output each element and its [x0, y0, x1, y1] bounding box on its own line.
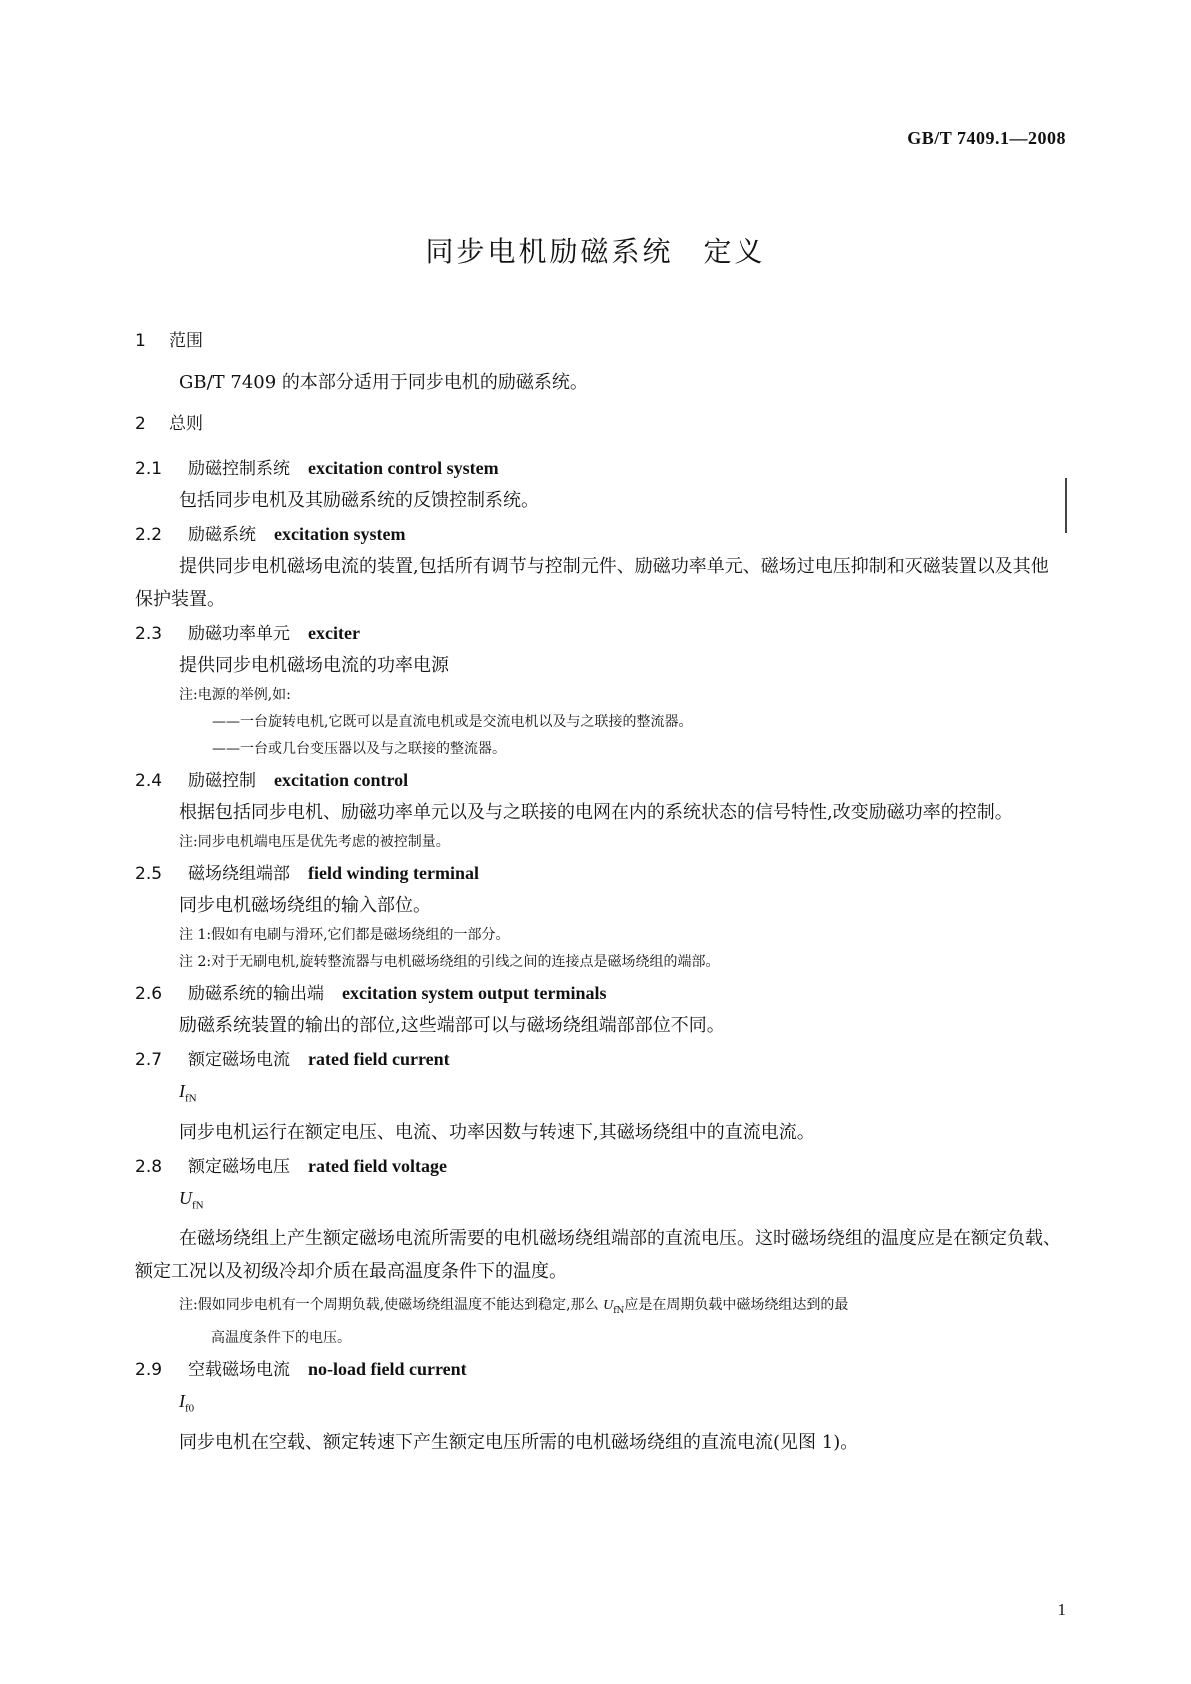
term-definition: 提供同步电机磁场电流的装置,包括所有调节与控制元件、励磁功率单元、磁场过电压抑制和灭磁装置以及其他保护装置。 — [135, 556, 1049, 610]
term-heading: 2.1 励磁控制系统 excitation control system — [135, 458, 499, 479]
term-heading: 2.7 额定磁场电流 rated field current — [135, 1049, 450, 1070]
term-symbol: $I_{fN}$ — [179, 1081, 197, 1105]
term-symbol: $U_{fN}$ — [179, 1187, 204, 1212]
term-heading: 2.9 空载磁场电流 no-load field current — [135, 1358, 467, 1380]
document-title — [0, 230, 1191, 270]
note-list-item: ——一台旋转电机,它既可以是直流电机或是交流电机以及与之联接的整流器。 — [212, 714, 693, 730]
section-heading: 1 范围 — [135, 331, 203, 351]
term-note: 注 1:假如有电刷与滑环,它们都是磁场绕组的一部分。 — [179, 927, 510, 943]
term-note: 注:同步电机端电压是优先考虑的被控制量。 — [179, 834, 450, 850]
revision-bar — [1065, 478, 1067, 533]
term-definition: 提供同步电机磁场电流的功率电源 — [179, 655, 449, 676]
term-note: 注:电源的举例,如: — [179, 687, 291, 703]
term-heading: 2.3 励磁功率单元 exciter — [135, 623, 360, 644]
term-definition: 同步电机在空载、额定转速下产生额定电压所需的电机磁场绕组的直流电流(见图 1)。 — [179, 1431, 859, 1453]
scope-paragraph: GB/T 7409 的本部分适用于同步电机的励磁系统。 — [179, 372, 588, 393]
note-list-item: ——一台或几台变压器以及与之联接的整流器。 — [212, 741, 506, 757]
term-heading: 2.8 额定磁场电压 rated field voltage — [135, 1155, 447, 1177]
term-note: 注 2:对于无刷电机,旋转整流器与电机磁场绕组的引线之间的连接点是磁场绕组的端部。 — [179, 954, 720, 970]
term-definition: 在磁场绕组上产生额定磁场电流所需要的电机磁场绕组端部的直流电压。这时磁场绕组的温度应是在额定负载、额定工况以及初级冷却介质在最高温度条件下的温度。 — [135, 1228, 1061, 1283]
term-heading: 2.2 励磁系统 excitation system — [135, 524, 406, 545]
term-definition: 励磁系统装置的输出的部位,这些端部可以与磁场绕组端部部位不同。 — [179, 1015, 725, 1036]
term-heading: 2.6 励磁系统的输出端 excitation system output terminals — [135, 983, 607, 1004]
term-note: 注:假如同步电机有一个周期负载,使磁场绕组温度不能达到稳定,那么 $U_{fN}$应是在周期负载中磁场绕组达到的最 高温度条件下的电压。 — [179, 1297, 849, 1346]
title-part2: 定义 — [703, 235, 766, 268]
term-heading: 2.4 励磁控制 excitation control — [135, 770, 409, 791]
term-definition: 同步电机磁场绕组的输入部位。 — [179, 895, 431, 916]
term-definition: 同步电机运行在额定电压、电流、功率因数与转速下,其磁场绕组中的直流电流。 — [179, 1121, 815, 1143]
document-body — [135, 330, 1061, 1459]
term-definition: 根据包括同步电机、励磁功率单元以及与之联接的电网在内的系统状态的信号特性,改变励磁功率的控制。 — [179, 802, 1013, 823]
term-heading: 2.5 磁场绕组端部 field winding terminal — [135, 863, 480, 884]
term-definition: 包括同步电机及其励磁系统的反馈控制系统。 — [179, 490, 539, 511]
standard-number: GB/T 7409.1—2008 — [907, 128, 1066, 148]
section-heading: 2 总则 — [135, 414, 203, 434]
term-symbol: $I_{f0}$ — [179, 1390, 195, 1415]
page-number: 1 — [1057, 1600, 1066, 1619]
title-part1: 同步电机励磁系统 — [425, 235, 674, 268]
